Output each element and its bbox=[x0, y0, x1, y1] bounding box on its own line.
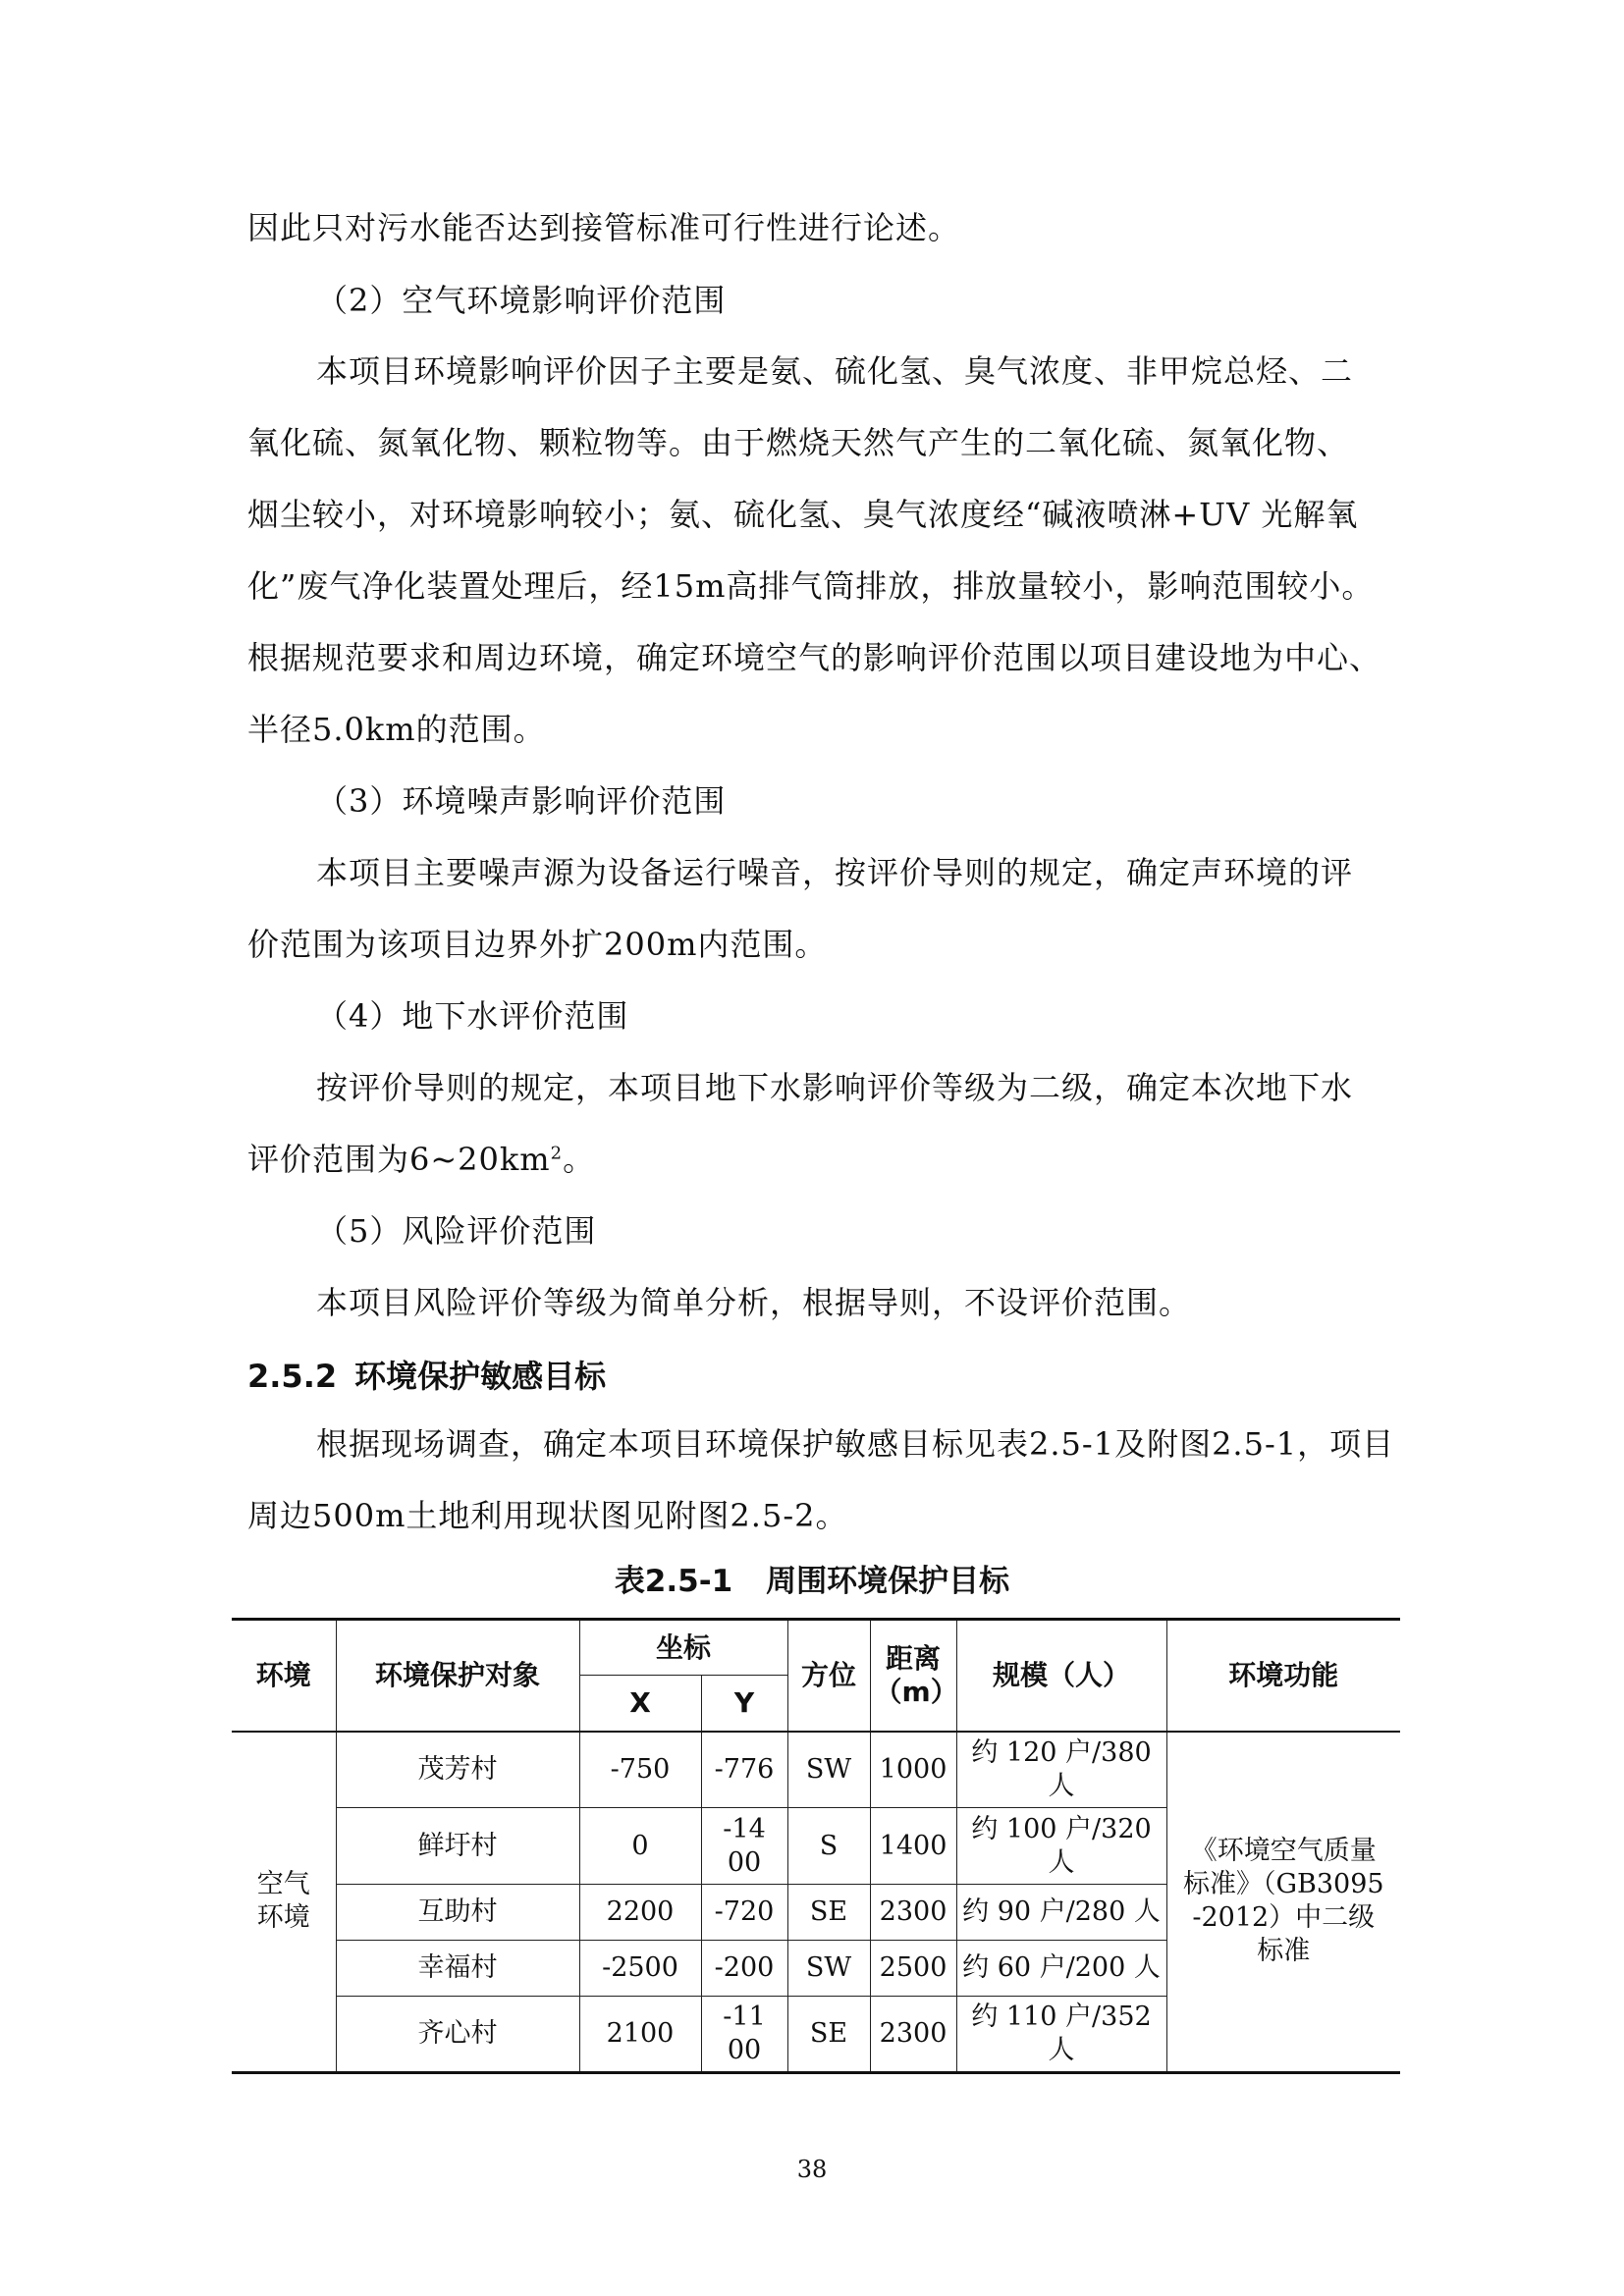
scale-cell: 约 90 户/280 人 bbox=[956, 1885, 1166, 1941]
scale-cell: 约 60 户/200 人 bbox=[956, 1941, 1166, 1997]
y-cell: -776 bbox=[701, 1732, 787, 1808]
paragraph-line: 价范围为该项目边界外扩200m内范围。 bbox=[247, 926, 828, 963]
header-direction: 方位 bbox=[787, 1620, 870, 1732]
distance-cell: 2300 bbox=[870, 1885, 956, 1941]
table-caption-number: 表2.5-1 bbox=[614, 1564, 733, 1599]
x-cell: -2500 bbox=[579, 1941, 701, 1997]
y-cell: -720 bbox=[701, 1885, 787, 1941]
header-object: 环境保护对象 bbox=[336, 1620, 579, 1732]
scale-cell: 约 120 户/380 人 bbox=[956, 1732, 1166, 1808]
scale-cell: 约 100 户/320 人 bbox=[956, 1808, 1166, 1885]
paragraph-line: 按评价导则的规定，本项目地下水影响评价等级为二级，确定本次地下水 bbox=[316, 1069, 1354, 1106]
distance-cell: 2500 bbox=[870, 1941, 956, 1997]
paragraph-line: 化”废气净化装置处理后，经15m高排气筒排放，排放量较小，影响范围较小。 bbox=[247, 567, 1375, 605]
paragraph-line: 根据现场调查，确定本项目环境保护敏感目标见表2.5-1及附图2.5-1，项目 bbox=[316, 1425, 1395, 1463]
distance-cell: 1000 bbox=[870, 1732, 956, 1808]
subsection-noise: （3）环境噪声影响评价范围 bbox=[316, 782, 727, 820]
table-caption-title: 周围环境保护目标 bbox=[766, 1564, 1010, 1599]
section-number: 2.5.2 bbox=[247, 1358, 338, 1395]
direction-cell: SE bbox=[787, 1885, 870, 1941]
paragraph-line: 半径5.0km的范围。 bbox=[247, 711, 546, 748]
header-coord: 坐标 bbox=[579, 1620, 787, 1676]
x-cell: 0 bbox=[579, 1808, 701, 1885]
y-cell: -1100 bbox=[701, 1997, 787, 2073]
direction-cell: SW bbox=[787, 1732, 870, 1808]
paragraph-line: 因此只对污水能否达到接管标准可行性进行论述。 bbox=[247, 209, 961, 246]
paragraph-text: 评价范围为6~20km bbox=[247, 1141, 551, 1178]
section-heading bbox=[247, 1352, 606, 1397]
direction-cell: S bbox=[787, 1808, 870, 1885]
x-cell: 2100 bbox=[579, 1997, 701, 2073]
object-cell: 幸福村 bbox=[336, 1941, 579, 1997]
subsection-risk: （5）风险评价范围 bbox=[316, 1212, 597, 1250]
object-cell: 齐心村 bbox=[336, 1997, 579, 2073]
y-cell: -200 bbox=[701, 1941, 787, 1997]
header-env: 环境 bbox=[232, 1620, 336, 1732]
paragraph-line: 烟尘较小，对环境影响较小；氨、硫化氢、臭气浓度经“碱液喷淋+UV 光解氧 bbox=[247, 496, 1359, 533]
distance-cell: 2300 bbox=[870, 1997, 956, 2073]
table-caption bbox=[0, 1556, 1624, 1600]
paragraph-line: 周边500m土地利用现状图见附图2.5-2。 bbox=[247, 1497, 848, 1534]
protection-targets-table bbox=[232, 1618, 1400, 2074]
scale-cell: 约 110 户/352 人 bbox=[956, 1997, 1166, 2073]
direction-cell: SW bbox=[787, 1941, 870, 1997]
page-number: 38 bbox=[796, 2156, 828, 2183]
subsection-air: （2）空气环境影响评价范围 bbox=[316, 282, 727, 319]
x-cell: 2200 bbox=[579, 1885, 701, 1941]
object-cell: 鲜圩村 bbox=[336, 1808, 579, 1885]
paragraph-line bbox=[247, 1140, 1386, 1179]
table-row bbox=[232, 1732, 1400, 1808]
function-cell: 《环境空气质量标准》（GB3095-2012）中二级标准 bbox=[1166, 1732, 1400, 2073]
subsection-groundwater: （4）地下水评价范围 bbox=[316, 997, 629, 1035]
paragraph-line: 本项目风险评价等级为简单分析，根据导则，不设评价范围。 bbox=[316, 1284, 1192, 1321]
paragraph-text: 。 bbox=[563, 1141, 596, 1178]
object-cell: 互助村 bbox=[336, 1885, 579, 1941]
direction-cell: SE bbox=[787, 1997, 870, 2073]
paragraph-line: 本项目主要噪声源为设备运行噪音，按评价导则的规定，确定声环境的评 bbox=[316, 854, 1354, 891]
paragraph-line: 氧化硫、氮氧化物、颗粒物等。由于燃烧天然气产生的二氧化硫、氮氧化物、 bbox=[247, 424, 1350, 461]
header-distance: 距离（m） bbox=[870, 1620, 956, 1732]
paragraph-line: 根据规范要求和周边环境，确定环境空气的影响评价范围以项目建设地为中心、 bbox=[247, 639, 1382, 676]
header-scale: 规模（人） bbox=[956, 1620, 1166, 1732]
header-x: X bbox=[579, 1676, 701, 1732]
env-cell: 空气环境 bbox=[232, 1732, 336, 2073]
superscript: 2 bbox=[550, 1143, 564, 1164]
y-cell: -1400 bbox=[701, 1808, 787, 1885]
section-title: 环境保护敏感目标 bbox=[354, 1358, 607, 1395]
x-cell: -750 bbox=[579, 1732, 701, 1808]
distance-cell: 1400 bbox=[870, 1808, 956, 1885]
header-y: Y bbox=[701, 1676, 787, 1732]
paragraph-line: 本项目环境影响评价因子主要是氨、硫化氢、臭气浓度、非甲烷总烃、二 bbox=[316, 352, 1354, 390]
header-function: 环境功能 bbox=[1166, 1620, 1400, 1732]
object-cell: 茂芳村 bbox=[336, 1732, 579, 1808]
